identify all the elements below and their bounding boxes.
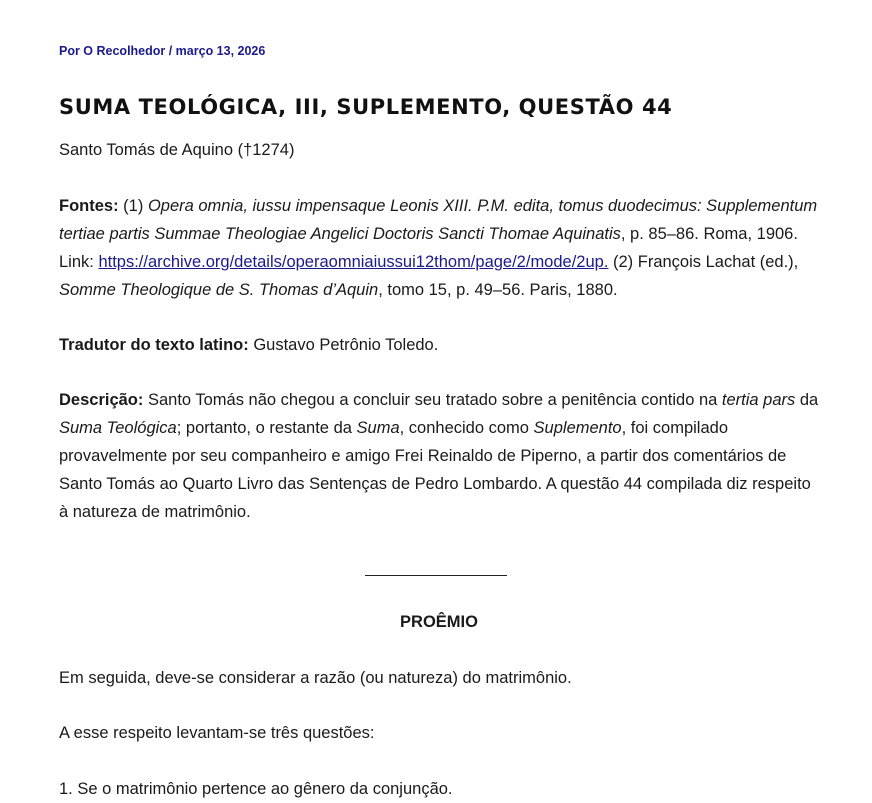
archive-link[interactable]: https://archive.org/details/operaomniaiussui12thom/page/2/mode/2up. — [98, 253, 609, 271]
sources-label: Fontes: — [59, 197, 119, 215]
byline: Por O Recolhedor / março 13, 2026 — [59, 44, 266, 58]
description-italic-4: Suplemento — [533, 419, 622, 437]
sources-text-1: (1) — [118, 197, 148, 215]
description-text-5: , foi compilado provavelmente por seu companheiro e amigo Frei Reinaldo de Piperno, a partir dos comentários de Santo Tomás ao Quarto Livro das Sentenças de Pedro Lombardo. A questão 44 compilada diz respeito à natureza de matrimônio. — [59, 419, 811, 521]
translator-label: Tradutor do texto latino: — [59, 336, 249, 354]
sources-work-2: Somme Theologique de S. Thomas d’Aquin — [59, 281, 379, 299]
intro-paragraph: Em seguida, deve-se considerar a razão (ou natureza) do matrimônio. — [59, 669, 572, 687]
description-italic-2: Suma Teológica — [59, 419, 177, 437]
description-label: Descrição: — [59, 391, 144, 409]
section-divider — [365, 575, 507, 576]
question-item-1: 1. Se o matrimônio pertence ao gênero da conjunção. — [59, 780, 453, 798]
sources-text-3: (2) François Lachat (ed.), — [608, 253, 799, 271]
questions-intro: A esse respeito levantam-se três questões: — [59, 724, 375, 742]
sources-text-2: , p. 85–86. Roma, 1906. Link: — [59, 225, 798, 271]
description-italic-3: Suma — [356, 419, 400, 437]
sources-paragraph — [59, 192, 819, 304]
sources-work-1: Opera omnia, iussu impensaque Leonis XIII. P.M. edita, tomus duodecimus: Supplementum tertiae partis Summae Theologiae Angelici Doctoris Sancti Thomae Aquinatis — [59, 197, 818, 243]
sources-text-4: , tomo 15, p. 49–56. Paris, 1880. — [378, 281, 618, 299]
description-text-2: da — [795, 391, 819, 409]
description-text-3: ; portanto, o restante da — [176, 419, 357, 437]
description-paragraph — [59, 386, 819, 526]
description-italic-1: tertia pars — [721, 391, 796, 409]
author-line: Santo Tomás de Aquino (†1274) — [59, 141, 295, 159]
translator-paragraph — [59, 331, 819, 359]
description-text-1: Santo Tomás não chegou a concluir seu tratado sobre a penitência contido na — [143, 391, 722, 409]
page-title: SUMA TEOLÓGICA, III, SUPLEMENTO, QUESTÃO 44 — [59, 95, 673, 119]
section-heading: PROÊMIO — [400, 613, 478, 631]
description-text-4: , conhecido como — [399, 419, 534, 437]
translator-name: Gustavo Petrônio Toledo. — [248, 336, 439, 354]
